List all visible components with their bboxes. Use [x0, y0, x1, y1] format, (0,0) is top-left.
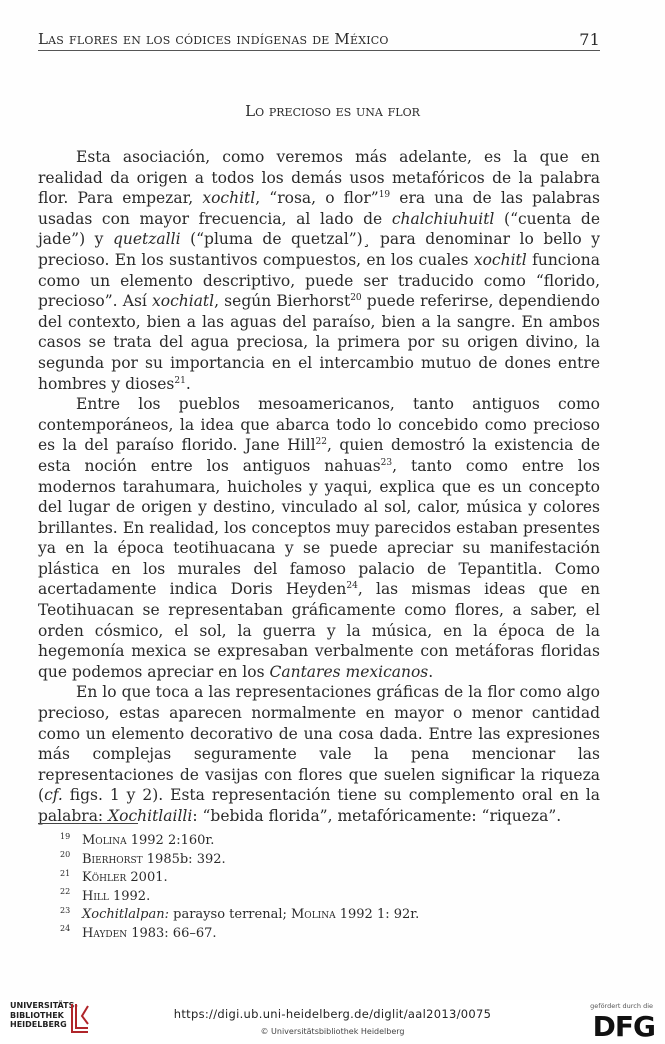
italic-term: xochiatl: [152, 292, 215, 311]
text-run: Molina: [82, 833, 127, 848]
section-title: Lo precioso es una flor: [245, 102, 420, 120]
italic-term: Xochitlailli: [108, 807, 193, 825]
footnote-rule: [38, 823, 138, 824]
page-number: 71: [579, 30, 600, 49]
text-run: (“cuenta de jade”) y: [38, 209, 600, 249]
italic-term: Xochitlalpan:: [82, 907, 170, 922]
text-run: funciona como un elemento descriptivo, puede ser traducido como “florido, precioso”. Así: [38, 250, 600, 311]
body-text: [38, 147, 600, 827]
text-run: .: [428, 662, 434, 681]
footnote: 20 Bierhorst 1985b: 392.: [60, 850, 226, 867]
digitization-footer: [0, 1000, 665, 1044]
text-run: 1992 2:160r.: [126, 833, 215, 848]
footnote-ref: 20: [350, 293, 362, 303]
text-run: Esta asociación, como veremos más adelante, es la que en realidad da origen a todos los demás usos metafóricos de la palabra flor. Para empezar,: [38, 148, 600, 208]
footnotes: [60, 832, 580, 943]
footnote-ref: 22: [315, 437, 327, 448]
text-run: Molina: [291, 907, 336, 922]
text-run: , las mismas ideas que en Teotihuacan se representaban gráficamente como flores, a saber, el orden cósmico, el sol, la guerra y la música, en la época de la hegemonía mexica se expresaban verbalmente con metáforas floridas que podemos apreciar en los: [38, 580, 600, 681]
footnote-ref: 19: [378, 190, 391, 201]
footnote: 22 Hill 1992.: [60, 887, 151, 904]
paragraph: [38, 394, 600, 682]
running-title: Las flores en los códices indígenas de México: [38, 30, 389, 48]
text-run: , quien demostró la existencia de esta noción entre los antiguos nahuas: [38, 436, 600, 475]
text-run: Hill: [82, 888, 109, 904]
text-run: Entre los pueblos mesoamericanos, tanto antiguos como contemporáneos, la idea que abarca todo lo concebido como precioso es la del paraíso florido. Jane Hill: [38, 395, 600, 455]
funder-note: gefördert durch die: [590, 1002, 653, 1010]
text-run: 1983: 66–67.: [127, 925, 217, 941]
text-run: , “rosa, o flor”: [255, 189, 379, 208]
text-run: puede referirse, dependiendo del contexto, bien a las aguas del paraíso, bien a la sangre. En ambos casos se trata del agua preciosa, la primera por su origen divino, la segunda por su importancia en el intercambio mutuo de dones entre hombres y dioses: [38, 292, 601, 393]
text-run: : “bebida florida”, metafóricamente: “riqueza”.: [192, 807, 562, 825]
italic-term: quetzalli: [112, 230, 181, 249]
text-run: , según Bierhorst: [214, 292, 351, 311]
footnote-ref: 21: [174, 375, 186, 386]
italic-term: cf.: [44, 786, 63, 805]
footnote: 23 Xochitlalpan: parayso terrenal; Molina 1992 1: 92r.: [60, 905, 420, 922]
text-run: Hayden: [82, 925, 128, 941]
library-name: UNIVERSITÄTS- BIBLIOTHEK HEIDELBERG: [10, 1001, 78, 1029]
italic-term: xochitl: [473, 250, 527, 269]
footnote-ref: 23: [380, 457, 393, 468]
text-run: (“pluma de quetzal”)¸ para denominar lo bello y precioso. En los sustantivos compuestos, en los cuales: [38, 230, 600, 269]
text-run: era una de las palabras usadas con mayor frecuencia, al lado de: [38, 189, 600, 228]
footnote: 19 Molina 1992 2:160r.: [60, 831, 215, 848]
footnote: 24 Hayden 1983: 66–67.: [60, 924, 217, 941]
text-run: parayso terrenal;: [169, 907, 291, 922]
text-run: .: [185, 374, 191, 393]
italic-term: Cantares mexicanos: [269, 662, 429, 681]
text-run: , tanto como entre los modernos tarahumara, huicholes y yaqui, explica que es un concepto del lugar de origen y destino, vinculado al sol, calor, música y colores brillantes. En realidad, los conceptos muy parecidos estaban presentes ya en la época teotihuacana y se puede apreciar su manifestación plástica en los murales del famoso palacio de Tepantitla. Como acertadamente indica Doris Heyden: [38, 456, 600, 599]
text-run: figs. 1 y 2). Esta representación tiene su complemento oral en la palabra:: [38, 786, 600, 825]
paragraph: [38, 682, 600, 826]
dfg-logo: DFG: [592, 1010, 655, 1043]
copyright-notice: © Universitätsbibliothek Heidelberg: [260, 1027, 405, 1036]
italic-term: chalchiuhuitl: [391, 209, 495, 228]
footnote-ref: 24: [346, 581, 358, 592]
text-run: Bierhorst: [82, 851, 143, 867]
text-run: 1992.: [108, 888, 151, 904]
text-run: 2001.: [126, 870, 168, 885]
text-run: 1992 1: 92r.: [335, 907, 420, 922]
footnote: 21 Köhler 2001.: [60, 868, 168, 885]
text-run: En lo que toca a las representaciones gráficas de la flor como algo precioso, estas aparecen normalmente en mayor o menor cantidad como un elemento decorativo de una cosa dada. Entre las expresiones más complejas seguramente vale la pena mencionar las representaciones de vasijas con flores que suelen significar la riqueza (: [38, 683, 600, 805]
text-run: Köhler: [82, 870, 127, 885]
running-head: [38, 30, 600, 51]
italic-term: xochitl: [202, 189, 256, 208]
paragraph: [38, 147, 600, 394]
text-run: 1985b: 392.: [142, 851, 226, 867]
source-url-link[interactable]: https://digi.ub.uni-heidelberg.de/diglit/aal2013/0075: [173, 1007, 492, 1021]
